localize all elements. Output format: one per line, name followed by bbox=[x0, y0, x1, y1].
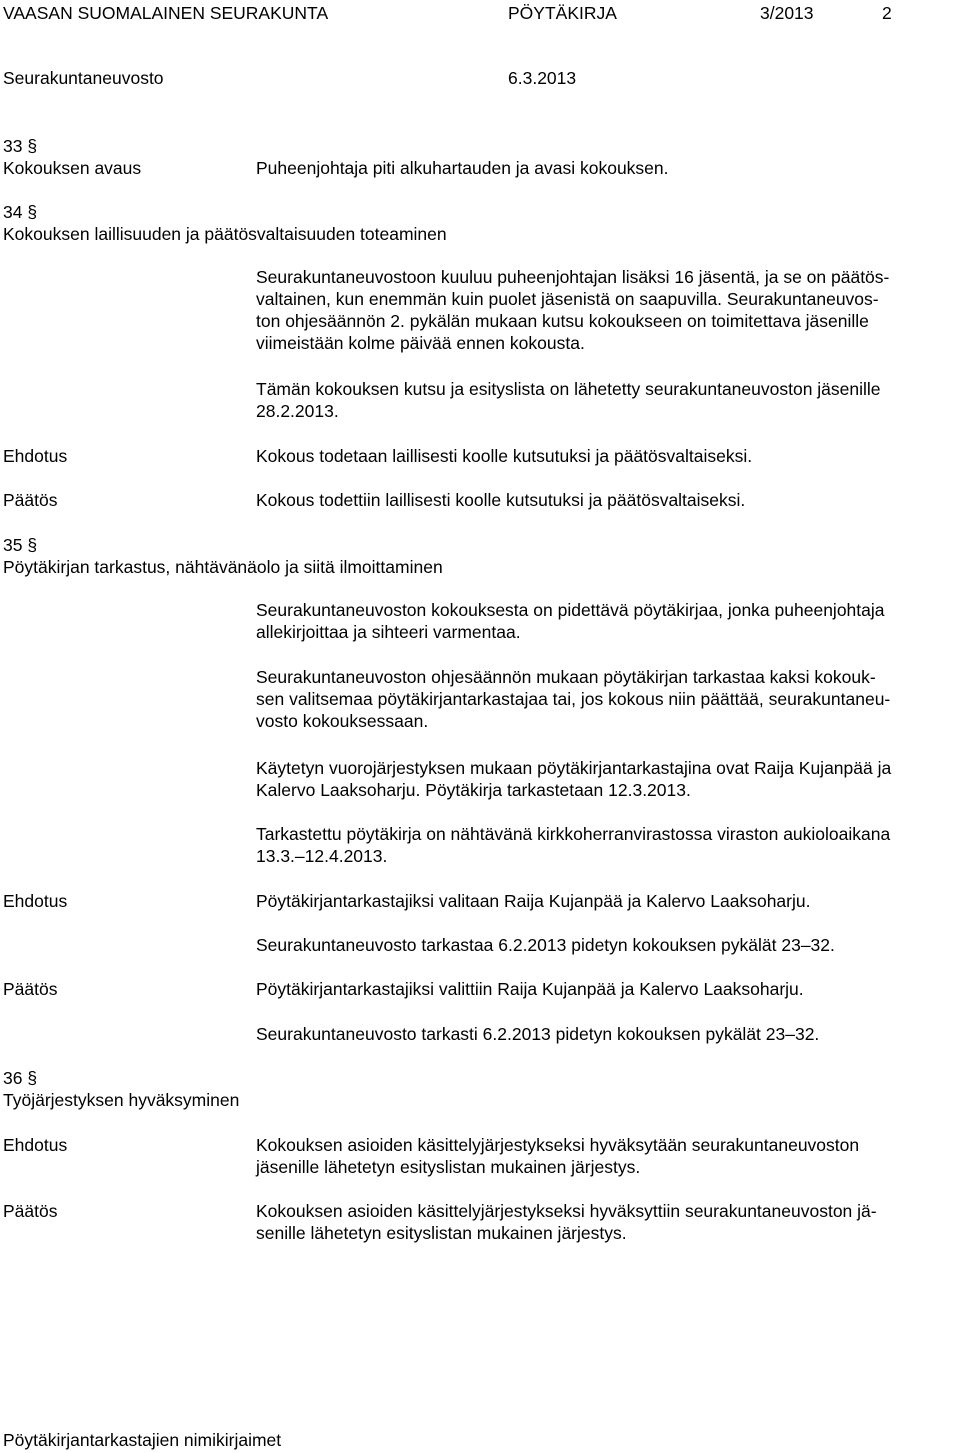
decision-text-2: Seurakuntaneuvosto tarkasti 6.2.2013 pidetyn kokouksen pykälät 23–32. bbox=[256, 1024, 820, 1044]
section-sign-icon: § bbox=[27, 202, 38, 222]
section-35-paragraph-4: Tarkastettu pöytäkirja on nähtävänä kirkkoherranvirastossa viraston aukioloaikana 13.3.–12.4.2013. bbox=[256, 824, 891, 866]
signatures-label: Pöytäkirjantarkastajien nimikirjaimet bbox=[3, 1430, 282, 1450]
decision-label: Päätös bbox=[3, 979, 58, 999]
proposal-text: Pöytäkirjantarkastajiksi valitaan Raija Kujanpää ja Kalervo Laaksoharju. bbox=[256, 891, 811, 911]
section-35-paragraph-2: Seurakuntaneuvoston ohjesäännön mukaan pöytäkirjan tarkastaa kaksi kokouk- sen valitsemaa pöytäkirjantarkastajaa tai, jos kokous niin päättää, seurakuntaneu- vosto kokouksessaan. bbox=[256, 667, 891, 731]
section-33-text: Puheenjohtaja piti alkuhartauden ja avasi kokouksen. bbox=[256, 158, 669, 178]
proposal-label: Ehdotus bbox=[3, 891, 68, 911]
decision-text: Kokous todettiin laillisesti koolle kutsutuksi ja päätösvaltaiseksi. bbox=[256, 490, 746, 510]
section-number: 36 bbox=[3, 1068, 23, 1088]
proposal-text-2: Seurakuntaneuvosto tarkastaa 6.2.2013 pidetyn kokouksen pykälät 23–32. bbox=[256, 935, 835, 955]
meeting-body: Seurakuntaneuvosto bbox=[3, 68, 164, 88]
section-35-number bbox=[3, 534, 37, 556]
meeting-date: 6.3.2013 bbox=[508, 68, 577, 88]
section-sign-icon: § bbox=[27, 136, 38, 156]
proposal-label: Ehdotus bbox=[3, 1135, 68, 1155]
section-34-title: Kokouksen laillisuuden ja päätösvaltaisuuden toteaminen bbox=[3, 224, 447, 244]
doc-number: 3/2013 bbox=[760, 3, 814, 23]
decision-label: Päätös bbox=[3, 1201, 58, 1221]
org-name: VAASAN SUOMALAINEN SEURAKUNTA bbox=[3, 3, 329, 23]
section-34-paragraph-1: Seurakuntaneuvostoon kuuluu puheenjohtajan lisäksi 16 jäsentä, ja se on päätös- valtainen, kun enemmän kuin puolet jäsenistä on saapuvilla. Seurakuntaneuvos- ton ohjesäännön 2. pykälän mukaan kutsu kokoukseen on toimitettava jäsenille viimeistään kolme päivää ennen kokousta. bbox=[256, 267, 890, 353]
proposal-label: Ehdotus bbox=[3, 446, 68, 466]
decision-text: Pöytäkirjantarkastajiksi valittiin Raija Kujanpää ja Kalervo Laaksoharju. bbox=[256, 979, 804, 999]
section-36-title: Työjärjestyksen hyväksyminen bbox=[3, 1090, 240, 1110]
section-sign-icon: § bbox=[27, 535, 38, 555]
proposal-text: Kokouksen asioiden käsittelyjärjestykseksi hyväksytään seurakuntaneuvoston jäsenille lähetetyn esityslistan mukainen järjestys. bbox=[256, 1135, 860, 1177]
section-33-title: Kokouksen avaus bbox=[3, 158, 142, 178]
section-number: 35 bbox=[3, 535, 23, 555]
doc-type: PÖYTÄKIRJA bbox=[508, 3, 617, 23]
section-35-paragraph-3: Käytetyn vuorojärjestyksen mukaan pöytäkirjantarkastajina ovat Raija Kujanpää ja Kalervo Laaksoharju. Pöytäkirja tarkastetaan 12.3.2013. bbox=[256, 758, 892, 800]
section-34-number bbox=[3, 201, 37, 223]
section-35-paragraph-1: Seurakuntaneuvoston kokouksesta on pidettävä pöytäkirjaa, jonka puheenjohtaja allekirjoittaa ja sihteeri varmentaa. bbox=[256, 600, 885, 642]
proposal-text: Kokous todetaan laillisesti koolle kutsutuksi ja päätösvaltaiseksi. bbox=[256, 446, 753, 466]
section-number: 34 bbox=[3, 202, 23, 222]
decision-label: Päätös bbox=[3, 490, 58, 510]
section-33-number bbox=[3, 135, 37, 157]
decision-text: Kokouksen asioiden käsittelyjärjestykseksi hyväksyttiin seurakuntaneuvoston jä- senille lähetetyn esityslistan mukainen järjestys. bbox=[256, 1201, 877, 1243]
page-number: 2 bbox=[882, 3, 892, 23]
section-number: 33 bbox=[3, 136, 23, 156]
section-sign-icon: § bbox=[27, 1068, 38, 1088]
section-36-number bbox=[3, 1067, 37, 1089]
section-34-paragraph-2: Tämän kokouksen kutsu ja esityslista on lähetetty seurakuntaneuvoston jäsenille 28.2.2013. bbox=[256, 379, 881, 421]
section-35-title: Pöytäkirjan tarkastus, nähtävänäolo ja siitä ilmoittaminen bbox=[3, 557, 443, 577]
